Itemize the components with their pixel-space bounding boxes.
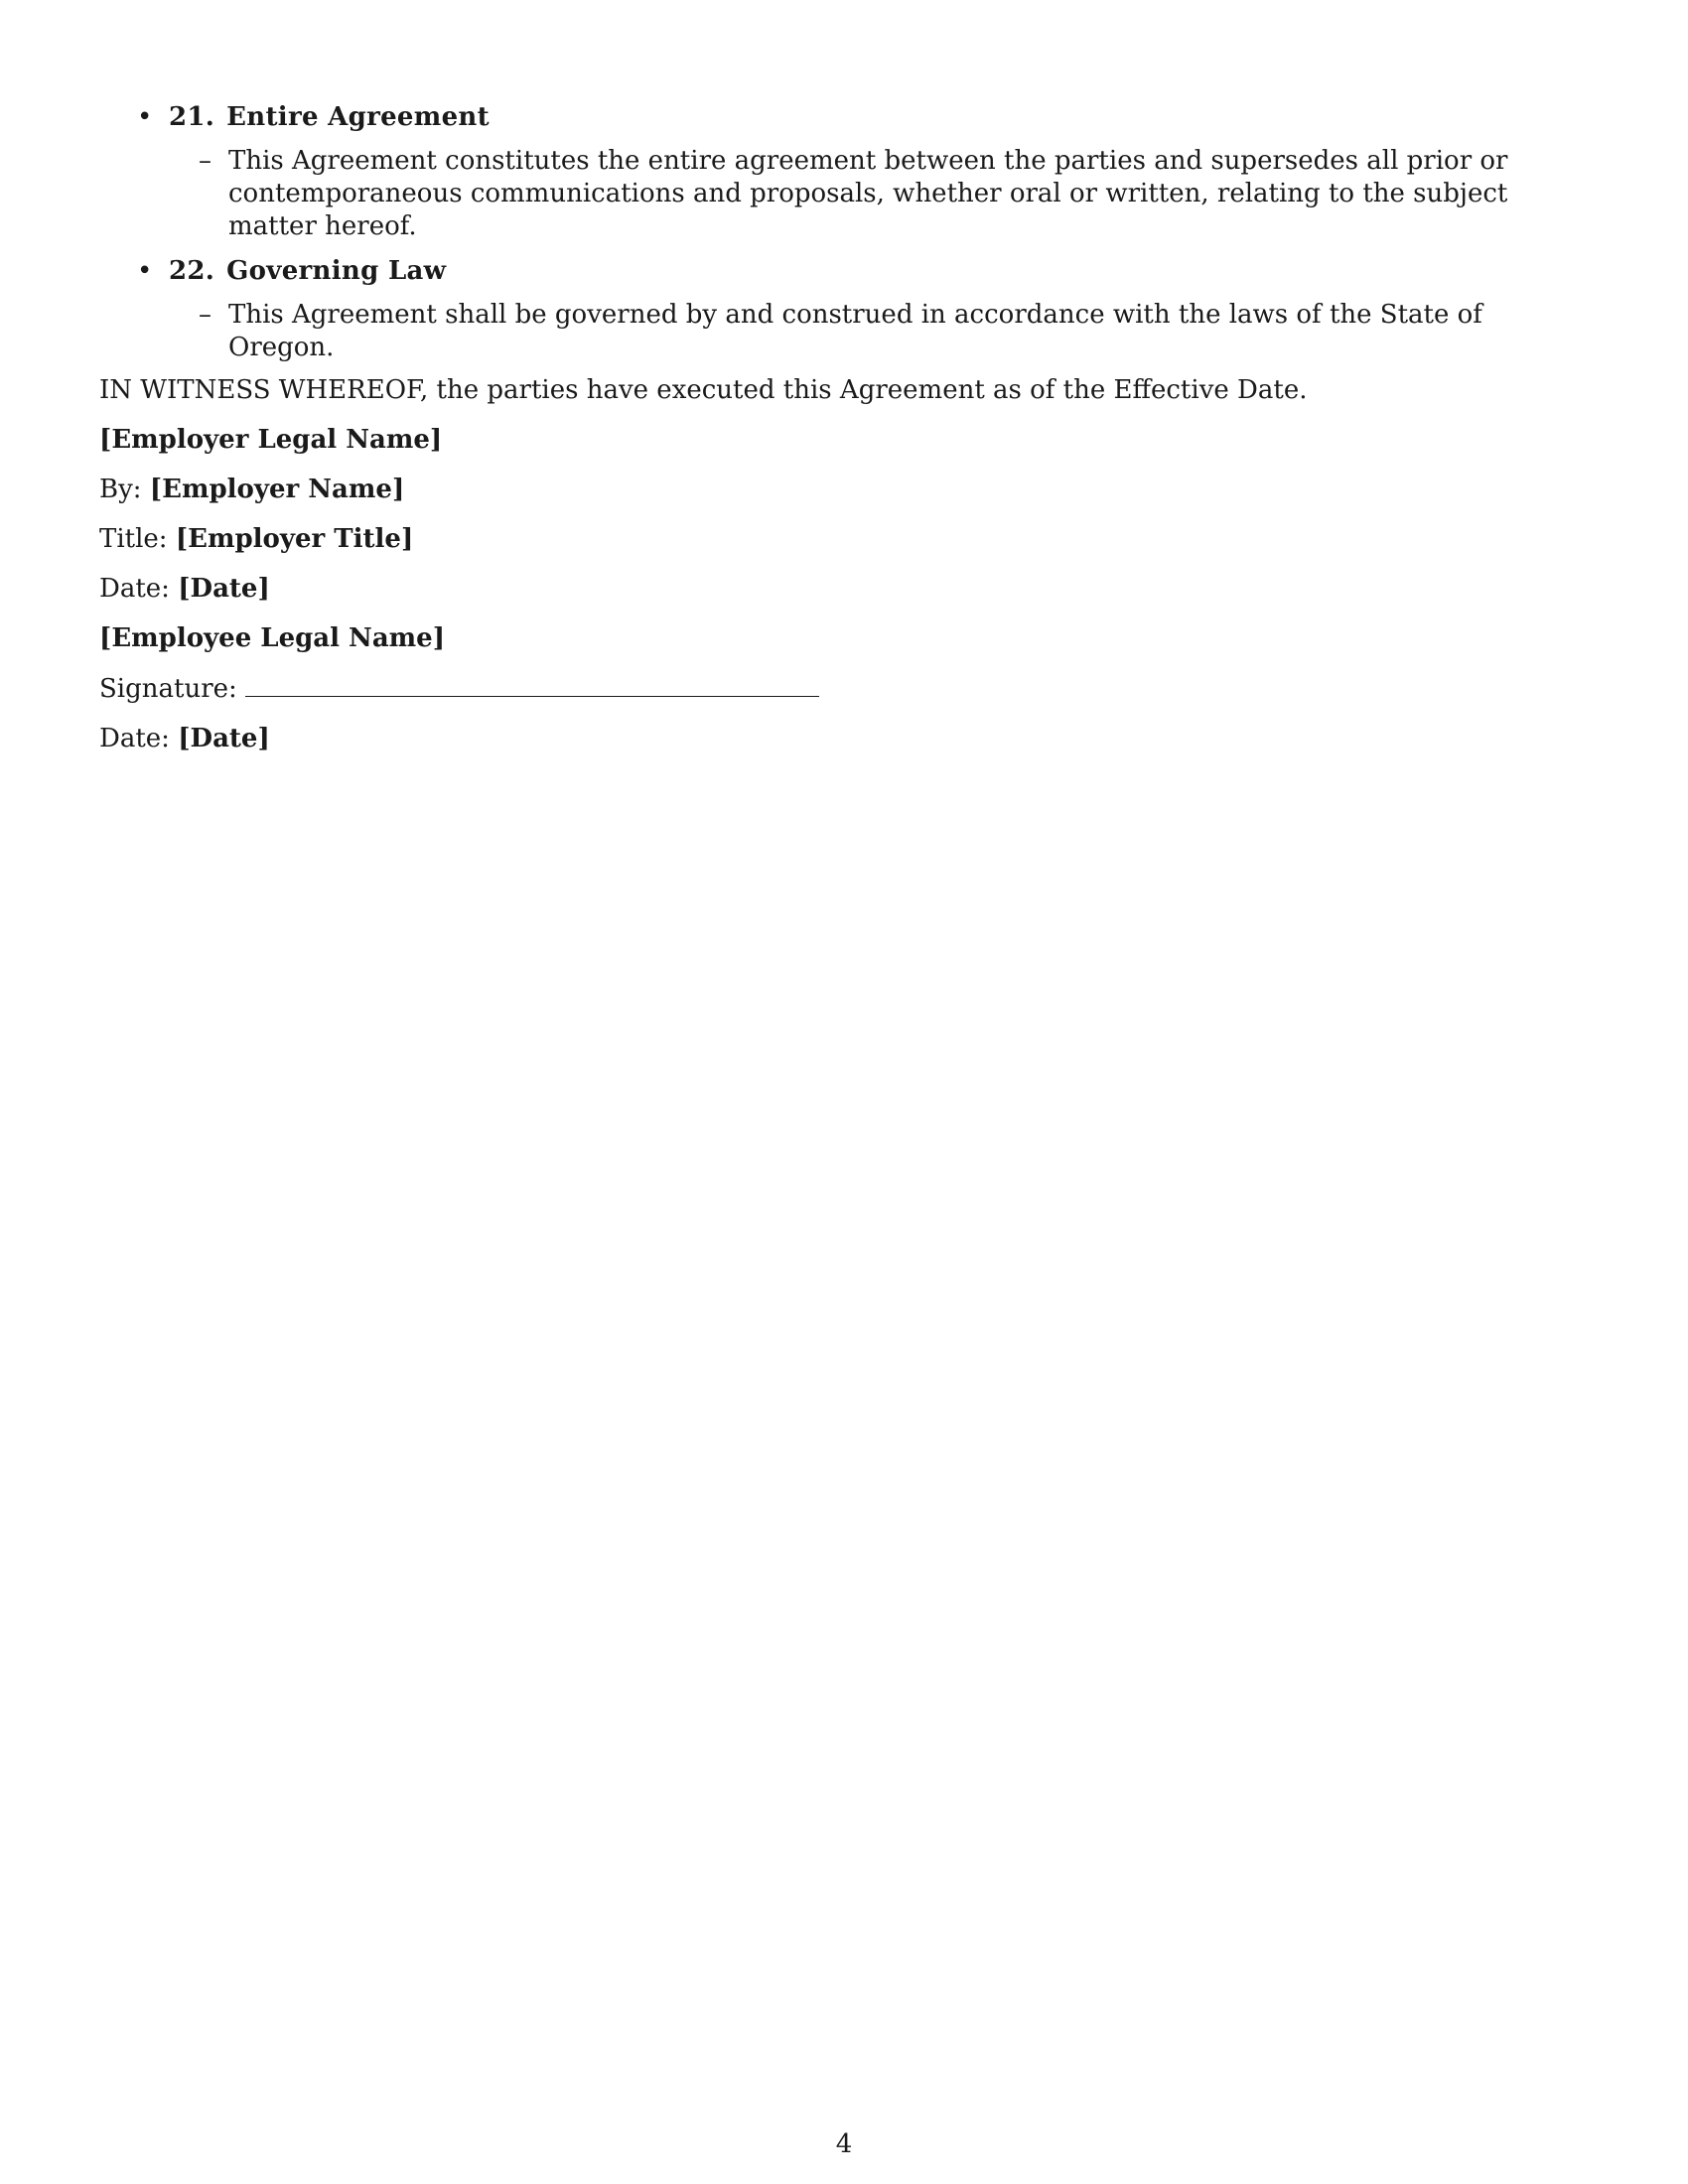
- page-number: 4: [835, 2129, 853, 2159]
- section-governing-law: [99, 249, 1589, 364]
- employer-name-value: Employer Name: [162, 475, 392, 504]
- employee-date-line: Date: [Date]: [99, 724, 270, 753]
- section-number: 22.: [169, 256, 215, 286]
- employee-legal-name-value: Employee Legal Name: [111, 623, 433, 653]
- employer-title-line: Title: [Employer Title]: [99, 524, 414, 554]
- section-number: 21.: [169, 102, 215, 132]
- document-content: [99, 95, 1589, 755]
- employer-legal-name-value: Employer Legal Name: [111, 425, 430, 455]
- employer-date-value: Date: [190, 574, 258, 604]
- clause-text: This Agreement shall be governed by and construed in accordance with the laws of the State of Oregon.: [228, 300, 1482, 362]
- signature-blank[interactable]: [245, 672, 819, 697]
- employee-signature-line: [99, 672, 1589, 706]
- dash-icon: –: [199, 146, 211, 176]
- employee-legal-name: [Employee Legal Name]: [99, 623, 446, 653]
- section-entire-agreement: [99, 95, 1589, 243]
- employer-legal-name: [Employer Legal Name]: [99, 425, 443, 455]
- section-heading: [169, 249, 1589, 293]
- employer-date-line: Date: [Date]: [99, 574, 270, 604]
- employer-title-value: Employer Title: [188, 524, 401, 554]
- date-label: Date:: [99, 574, 170, 604]
- by-label: By:: [99, 475, 142, 504]
- section-heading: [169, 95, 1589, 139]
- clause-text: This Agreement constitutes the entire agreement between the parties and supersedes all prior or contemporaneous communications and proposals, whether oral or written, relating to the subject matter hereof.: [228, 146, 1508, 241]
- signature-label: Signature:: [99, 674, 237, 704]
- bullet-icon: •: [137, 256, 153, 286]
- witness-statement: IN WITNESS WHEREOF, the parties have executed this Agreement as of the Effective Date.: [99, 375, 1308, 405]
- section-clause: [169, 299, 1589, 364]
- section-title: Governing Law: [226, 256, 447, 286]
- dash-icon: –: [199, 300, 211, 330]
- title-label: Title:: [99, 524, 168, 554]
- section-title: Entire Agreement: [226, 102, 490, 132]
- employee-date-value: Date: [190, 724, 258, 753]
- section-clause: [169, 145, 1589, 243]
- employer-by-line: By: [Employer Name]: [99, 475, 405, 504]
- date-label: Date:: [99, 724, 170, 753]
- bullet-icon: •: [137, 102, 153, 132]
